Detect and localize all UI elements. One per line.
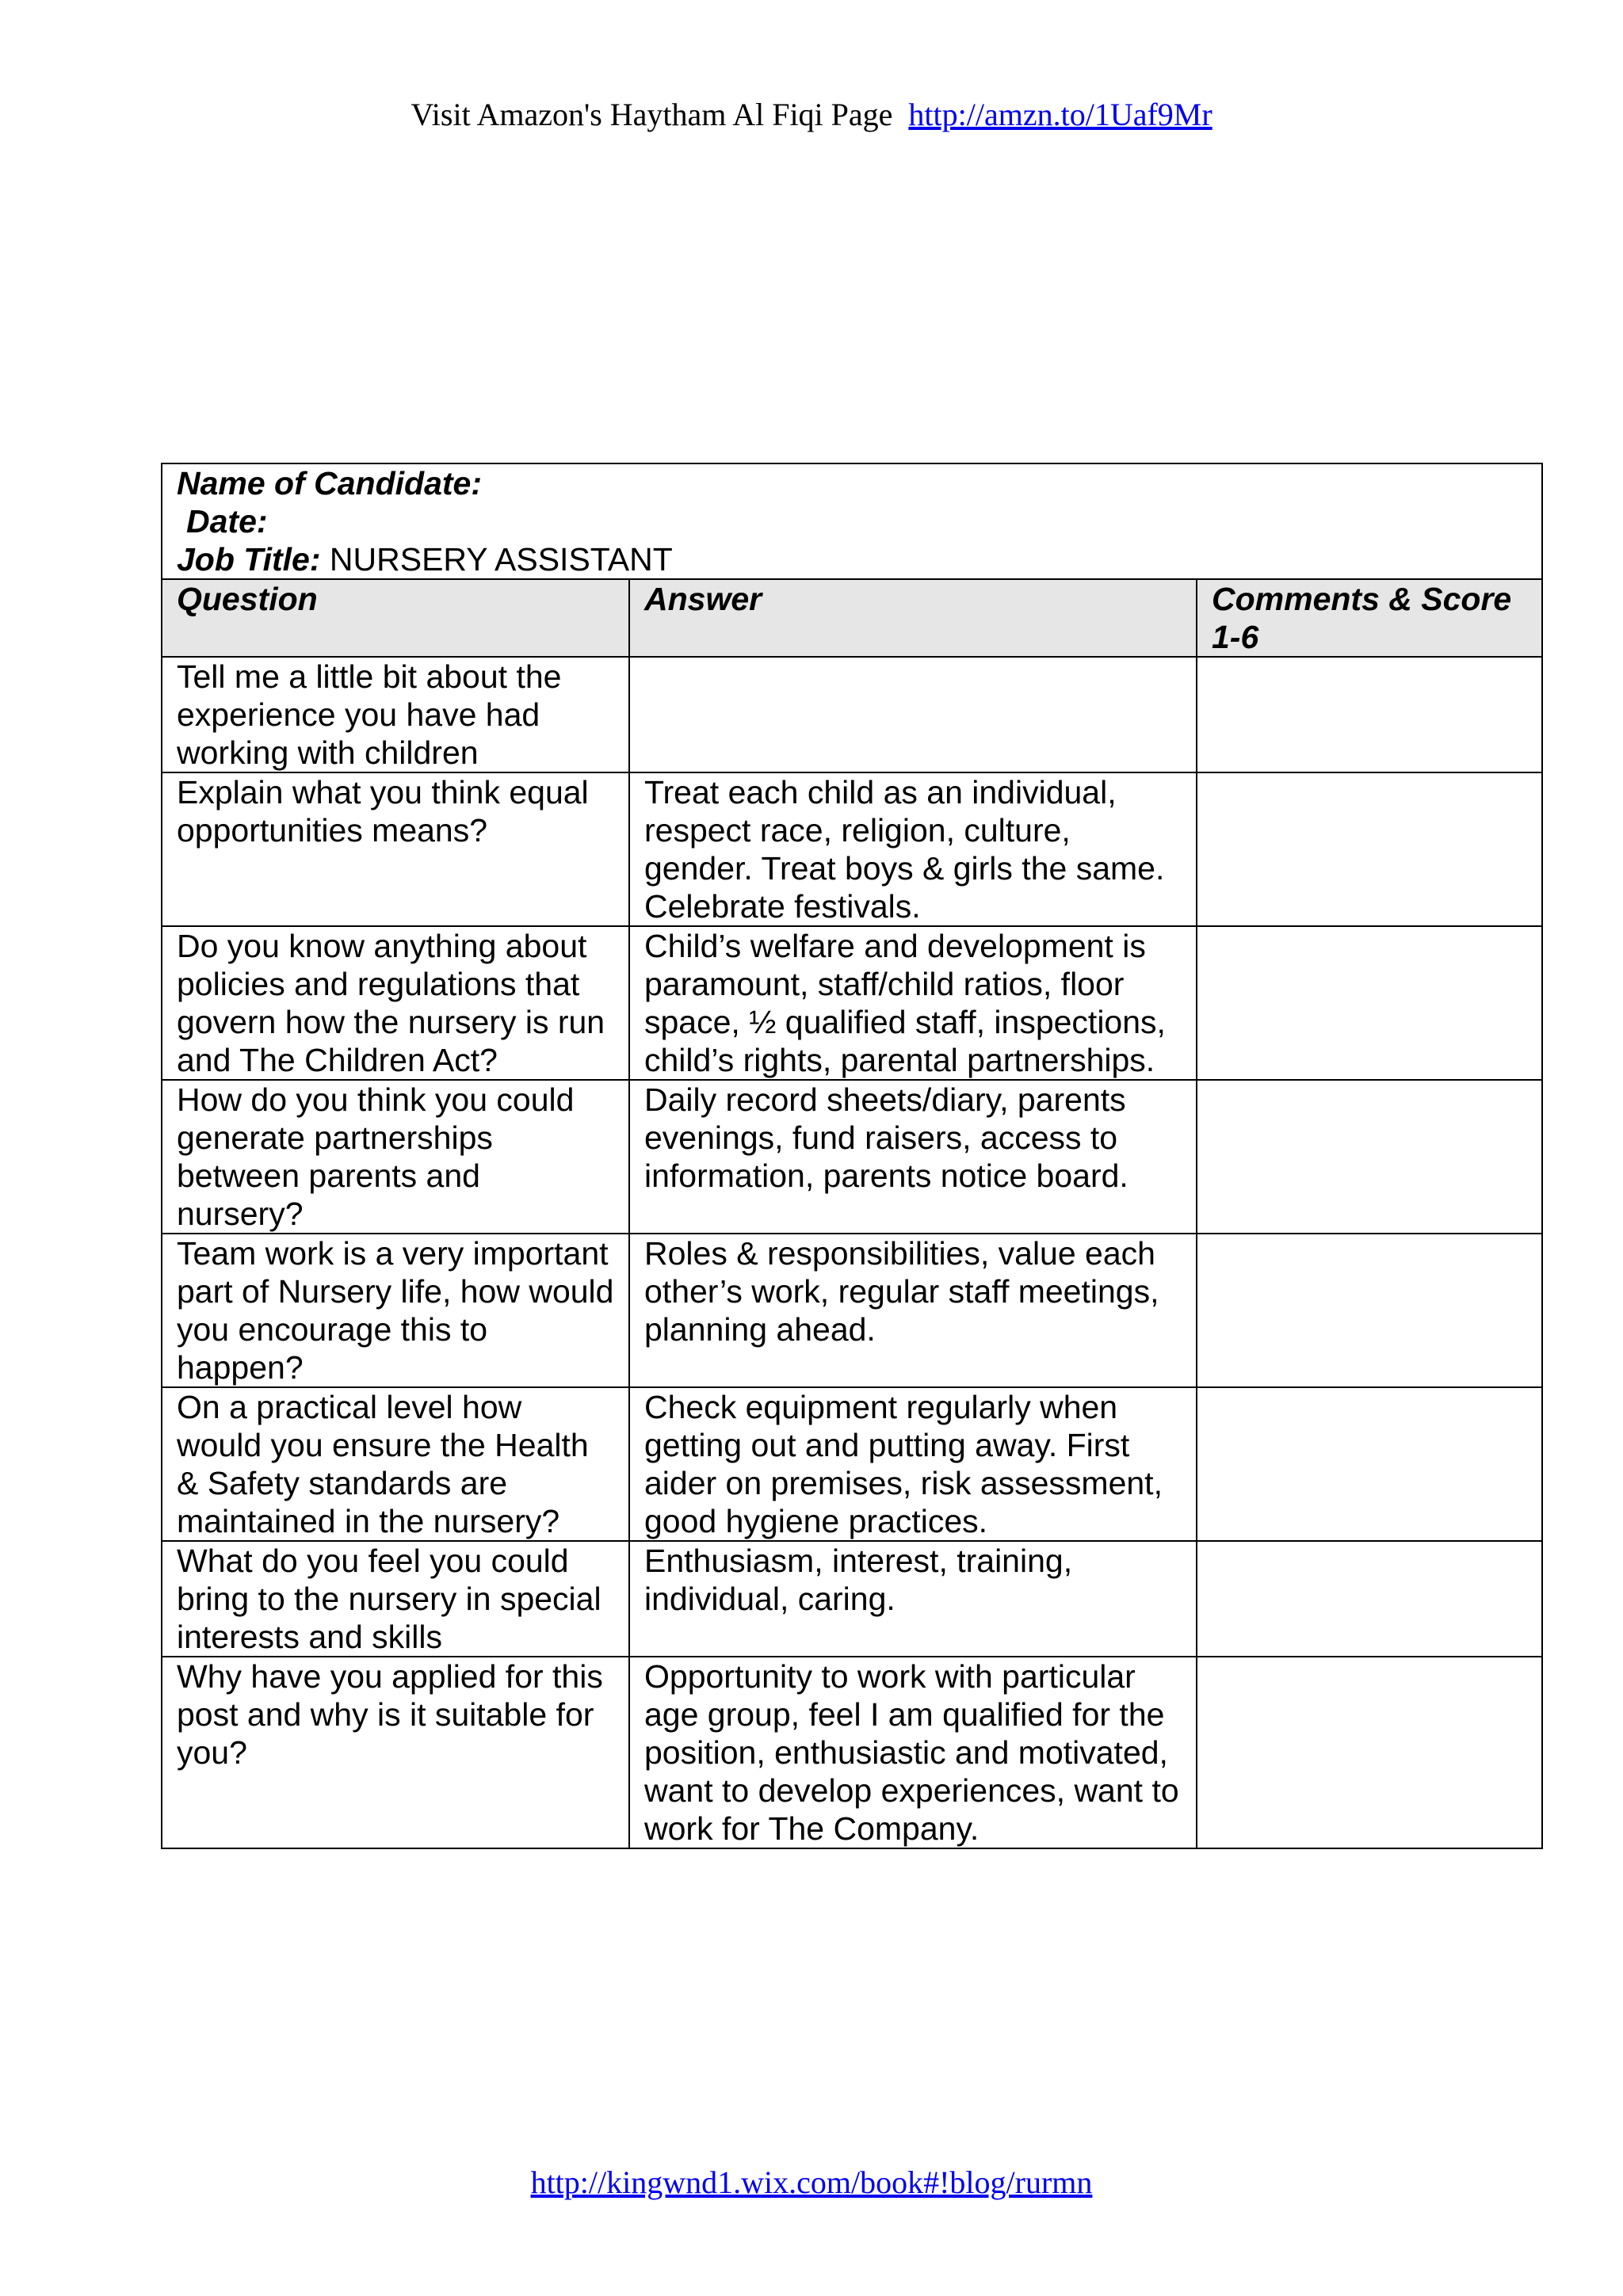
question-cell: Tell me a little bit about the experience you have had working with children (162, 657, 629, 772)
interview-form-table (161, 463, 1543, 1849)
question-cell: Explain what you think equal opportunities means? (162, 772, 629, 926)
candidate-name-label: Name of Candidate: (177, 465, 482, 502)
blog-link[interactable]: http://kingwnd1.wix.com/book#!blog/rurmn (530, 2164, 1093, 2200)
comments-cell[interactable] (1197, 1657, 1542, 1848)
answer-cell: Opportunity to work with particular age group, feel I am qualified for the position, enthusiastic and motivated, want to develop experiences, want to work for The Company. (629, 1657, 1197, 1848)
answer-header: Answer (629, 579, 1197, 657)
job-title-label: Job Title: (177, 541, 321, 578)
page-header (0, 95, 1623, 135)
comments-cell[interactable] (1197, 1541, 1542, 1657)
question-cell: Team work is a very important part of Nursery life, how would you encourage this to happen? (162, 1234, 629, 1387)
table-row (162, 1387, 1542, 1541)
comments-cell[interactable] (1197, 772, 1542, 926)
comments-cell[interactable] (1197, 1234, 1542, 1387)
table-row (162, 657, 1542, 772)
amazon-link[interactable]: http://amzn.to/1Uaf9Mr (908, 97, 1212, 132)
question-cell: Do you know anything about policies and regulations that govern how the nursery is run and The Children Act? (162, 926, 629, 1080)
table-row (162, 1080, 1542, 1234)
question-cell: On a practical level how would you ensure the Health & Safety standards are maintained in the nursery? (162, 1387, 629, 1541)
comments-cell[interactable] (1197, 1387, 1542, 1541)
candidate-info-cell (162, 463, 1542, 579)
table-row (162, 1234, 1542, 1387)
table-row (162, 926, 1542, 1080)
answer-cell: Check equipment regularly when getting out and putting away. First aider on premises, risk assessment, good hygiene practices. (629, 1387, 1197, 1541)
candidate-info-row (162, 463, 1542, 579)
comments-cell[interactable] (1197, 926, 1542, 1080)
comments-header: Comments & Score 1-6 (1197, 579, 1542, 657)
comments-cell[interactable] (1197, 1080, 1542, 1234)
table-row (162, 1657, 1542, 1848)
answer-cell: Roles & responsibilities, value each other’s work, regular staff meetings, planning ahead. (629, 1234, 1197, 1387)
table-header-row (162, 579, 1542, 657)
question-cell: How do you think you could generate partnerships between parents and nursery? (162, 1080, 629, 1234)
question-header: Question (162, 579, 629, 657)
answer-cell: Child’s welfare and development is paramount, staff/child ratios, floor space, ½ qualified staff, inspections, child’s rights, parental partnerships. (629, 926, 1197, 1080)
header-text: Visit Amazon's Haytham Al Fiqi Page (411, 97, 893, 132)
answer-cell: Treat each child as an individual, respect race, religion, culture, gender. Treat boys & girls the same. Celebrate festivals. (629, 772, 1197, 926)
question-cell: Why have you applied for this post and why is it suitable for you? (162, 1657, 629, 1848)
answer-cell: Daily record sheets/diary, parents evenings, fund raisers, access to information, parents notice board. (629, 1080, 1197, 1234)
table-row (162, 1541, 1542, 1657)
job-title-value: NURSERY ASSISTANT (329, 541, 673, 578)
table-row (162, 772, 1542, 926)
comments-cell[interactable] (1197, 657, 1542, 772)
answer-cell: Enthusiasm, interest, training, individual, caring. (629, 1541, 1197, 1657)
answer-cell[interactable] (629, 657, 1197, 772)
date-label: Date: (186, 503, 268, 540)
job-title-line (177, 540, 1527, 578)
page-footer (0, 2163, 1623, 2203)
question-cell: What do you feel you could bring to the nursery in special interests and skills (162, 1541, 629, 1657)
